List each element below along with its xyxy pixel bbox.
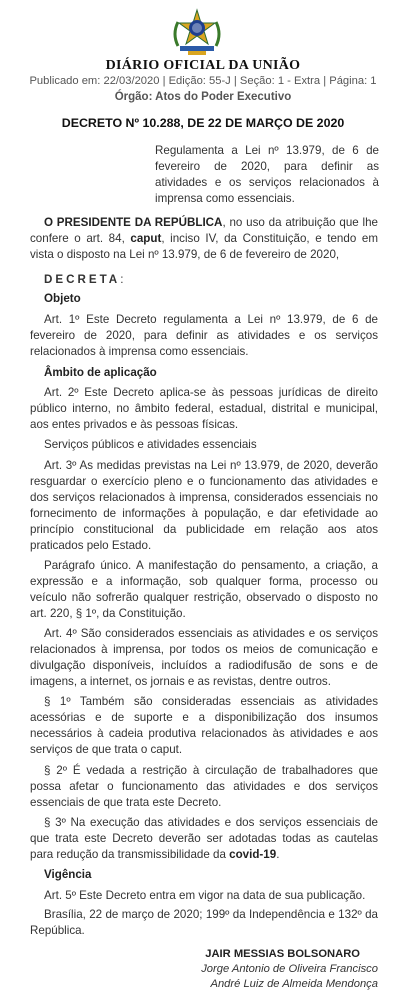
signature-president: JAIR MESSIAS BOLSONARO xyxy=(205,948,360,960)
article-3: Art. 3º As medidas previstas na Lei nº 13.979, de 2020, deverão resguardar o exercício pleno e o funcionamento das atividades e dos serviços relacionados à imprensa, considerados essenciais no fornecimento de informações à população, e dar efetividade ao princípio constitucional da publicidade em relação aos atos praticados pelo Estado. xyxy=(30,459,378,553)
closing-place-date: Brasília, 22 de março de 2020; 199º da Independência e 132º da República. xyxy=(30,908,378,938)
decree-title: DECRETO Nº 10.288, DE 22 DE MARÇO DE 2020 xyxy=(61,116,345,130)
decreta-line xyxy=(44,273,126,286)
section-heading-servicos: Serviços públicos e atividades essenciais xyxy=(44,438,257,451)
article-4-paragraph-1: § 1º Também são consideradas essenciais as atividades acessórias e de suporte e a disponibilização dos insumos necessários à cadeia produtiva relacionados às atividades e aos serviços de que trata o caput. xyxy=(30,695,378,757)
decreta-colon: : xyxy=(120,273,127,286)
article-1: Art. 1º Este Decreto regulamenta a Lei nº 13.979, de 6 de fevereiro de 2020, para definir as atividades e os serviços relacionados à imprensa como essenciais. xyxy=(30,313,378,359)
preamble-text-2: , inciso IV, da Constituição, e tendo em vista o disposto na Lei nº 13.979, de 6 de fevereiro de 2020, xyxy=(30,232,378,262)
article-5: Art. 5º Este Decreto entra em vigor na data de sua publicação. xyxy=(44,889,366,902)
journal-title: DIÁRIO OFICIAL DA UNIÃO xyxy=(105,58,301,73)
section-heading-objeto: Objeto xyxy=(44,292,81,305)
brazil-coat-of-arms-icon xyxy=(168,6,226,60)
signature-minister-1: Jorge Antonio de Oliveira Francisco xyxy=(201,963,378,975)
section-heading-ambito: Âmbito de aplicação xyxy=(44,366,157,379)
publication-meta: Publicado em: 22/03/2020 | Edição: 55-J | Seção: 1 - Extra | Página: 1 xyxy=(29,75,377,87)
preamble xyxy=(30,215,378,263)
article-4-paragraph-3 xyxy=(30,815,378,863)
article-4-paragraph-3-end: . xyxy=(276,848,280,862)
preamble-text-1: , no uso da atribuição que lhe confere o art. 84, xyxy=(30,216,378,246)
decree-ementa: Regulamenta a Lei nº 13.979, de 6 de fevereiro de 2020, para definir as atividades e os serviços relacionados à imprensa como essenciais. xyxy=(155,144,379,205)
article-4-paragraph-2: § 2º É vedada a restrição à circulação de trabalhadores que possa afetar o funcionamento das atividades e dos serviços essenciais de que trata este Decreto. xyxy=(30,764,378,810)
issuing-organ: Órgão: Atos do Poder Executivo xyxy=(114,91,292,103)
signature-minister-2: André Luiz de Almeida Mendonça xyxy=(210,978,378,990)
covid-term: covid-19 xyxy=(229,848,277,862)
section-heading-vigencia: Vigência xyxy=(44,868,92,881)
article-2: Art. 2º Este Decreto aplica-se às pessoas jurídicas de direito público interno, no âmbito federal, estadual, distrital e municipal, aos entes privados e às pessoas físicas. xyxy=(30,386,378,432)
article-4: Art. 4º São considerados essenciais as atividades e os serviços relacionados à imprensa, por todos os meios de comunicação e divulgação disponíveis, incluídos a radiodifusão de sons e de imagens, a internet, os jornais e as revistas, dentre outros. xyxy=(30,627,378,689)
decreta-word: DECRETA xyxy=(44,273,121,286)
article-3-paragraph-unico: Parágrafo único. A manifestação do pensamento, a criação, a expressão e a informação, sob qualquer forma, processo ou veículo não sofrerão qualquer restrição, observado o disposto no art. 220, § 1º, da Constituição. xyxy=(30,559,378,621)
preamble-caput: caput xyxy=(130,232,162,246)
article-4-paragraph-3-text: § 3º Na execução das atividades e dos serviços essenciais de que trata este Decreto deverão ser adotadas todas as cautelas para redução da transmissibilidade da xyxy=(30,816,378,862)
preamble-president: O PRESIDENTE DA REPÚBLICA xyxy=(44,216,223,229)
